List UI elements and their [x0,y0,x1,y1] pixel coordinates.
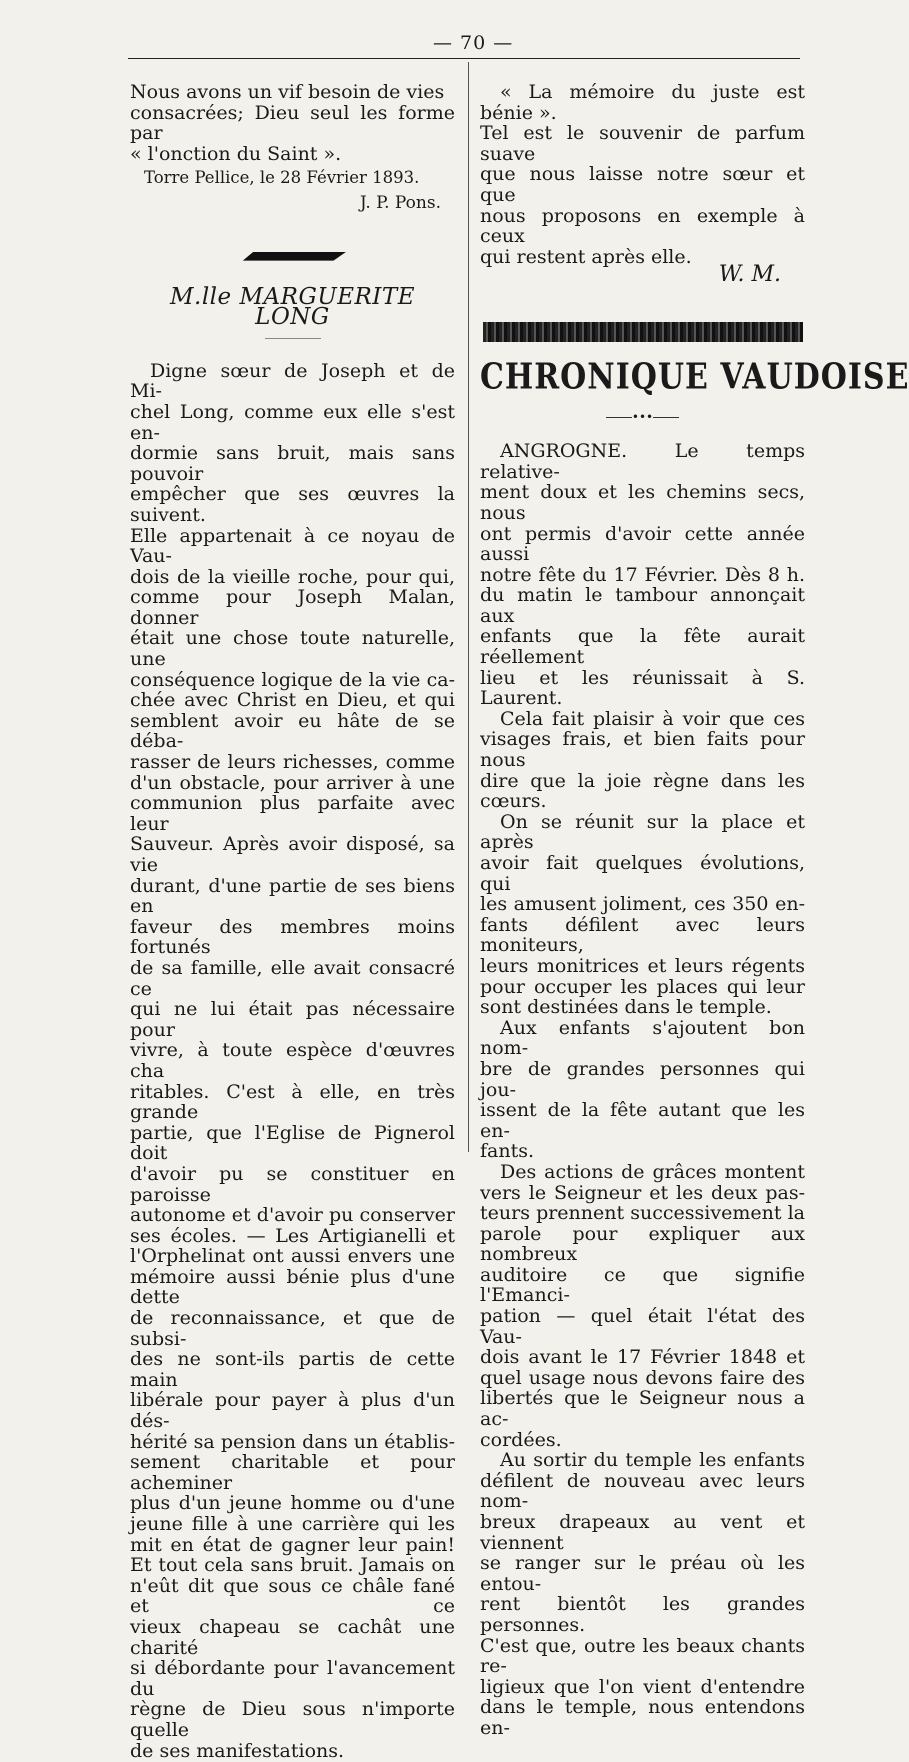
text-line: qui ne lui était pas nécessaire pour [130,998,455,1041]
text-line: de ses manifestations. [130,1739,345,1762]
text-line: « La mémoire du juste est bénie ». [480,81,805,124]
text-line: mémoire aussi bénie plus d'une dette [130,1265,455,1309]
text-line: si débordante pour l'avancement du [130,1657,455,1700]
text-line: sont destinées dans le temple. [480,996,772,1019]
text-line: dois avant le 17 Février 1848 et [480,1346,805,1369]
text-line: chée avec Christ en Dieu, et qui [130,689,455,712]
text-line: partie, que l'Eglise de Pignerol doit [130,1121,455,1165]
text-line: faveur des membres moins fortunés [130,915,455,959]
text-line: règne de Dieu sous n'importe quelle [130,1698,455,1741]
text-line: dois de la vieille roche, pour qui, [130,565,455,588]
article-body [130,361,455,1761]
paragraph [480,441,805,709]
text-line: les amusent joliment, ces 350 en- [480,893,805,916]
text-line: parole pour expliquer aux nombreux [480,1222,805,1266]
text-line: vieux chapeau se cachât une charité [130,1615,455,1659]
text-line: jeune fille à une carrière qui les [130,1513,455,1535]
place-date: Torre Pellice, le 28 Février 1893. [144,168,420,188]
text-line: auditoire ce que signifie l'Emanci- [480,1263,805,1307]
text-line: cordées. [480,1428,562,1451]
section-title: CHRONIQUE VAUDOISE [480,356,909,398]
text-line: Des actions de grâces montent [500,1160,805,1183]
text-line: d'avoir pu se constituer en paroisse [130,1162,455,1206]
text-line: n'eût dit que sous ce châle fané et ce [130,1574,455,1618]
text-line: On se réunit sur la place et après [480,810,805,854]
paragraph [480,1162,805,1450]
text-line: dormie sans bruit, mais sans pouvoir [130,442,455,485]
text-line: mit en état de gagner leur pain! [130,1533,455,1556]
text-line: lieu et les réunissait à S. Laurent. [480,666,805,710]
text-line: fants défilent avec leurs moniteurs, [480,913,805,957]
text-line: breux drapeaux au vent et viennent [480,1511,805,1554]
text-line: Sauveur. Après avoir disposé, sa vie [130,833,455,876]
text-line: se ranger sur le préau où les entou- [480,1552,805,1595]
text-line: ligieux que l'on vient d'entendre [480,1675,805,1698]
text-line: chel Long, comme eux elle s'est en- [130,400,455,444]
ornament-divider [239,252,347,261]
text-line: plus d'un jeune homme ou d'une [130,1492,455,1515]
text-line: des ne sont-ils partis de cette main [130,1348,455,1391]
text-line: comme pour Joseph Malan, donner [130,586,455,629]
signature: J. P. Pons. [359,192,441,213]
chronicle-body [480,441,805,1738]
text-line: fants. [480,1140,535,1163]
text-line: hérité sa pension dans un établis- [130,1430,455,1453]
text-line: Tel est le souvenir de parfum suave [480,122,805,165]
text-line: de reconnaissance, et que de subsi- [130,1307,455,1350]
text-line: pour occuper les places qui leur [480,975,805,998]
text-line: sement charitable et pour acheminer [130,1451,455,1494]
text-line: Et tout cela sans bruit. Jamais on [130,1554,455,1577]
ornament-band [483,322,803,342]
text-line: qui restent après elle. [480,245,692,268]
right-intro [480,82,805,267]
text-line: avoir fait quelques évolutions, qui [480,852,805,895]
text-line: notre fête du 17 Février. Dès 8 h. [480,563,805,586]
text-line: quel usage nous devons faire des [480,1366,805,1389]
article-title: M.lle MARGUERITE LONG [169,283,416,331]
text-line: vivre, à toute espèce d'œuvres cha [130,1039,455,1082]
text-line: autonome et d'avoir pu conserver [130,1204,455,1227]
text-line: Au sortir du temple les enfants [500,1449,805,1472]
text-line: C'est que, outre les beaux chants re- [480,1634,805,1678]
text-line: semblent avoir eu hâte de se déba- [130,709,455,753]
text-line: issent de la fête autant que les en- [480,1099,805,1142]
text-line: était une chose toute naturelle, une [130,627,455,671]
text-line: empêcher que ses œuvres la suivent. [130,483,455,526]
column-divider [468,62,469,1152]
text-line: « l'onction du Saint ». [130,142,342,165]
text-line: conséquence logique de la vie ca- [130,668,455,691]
text-line: ritables. C'est à elle, en très grande [130,1080,455,1124]
text-line: du matin le tambour annonçait aux [480,584,805,627]
dotted-rule: ••• [480,407,805,428]
text-line: enfants que la fête aurait réellement [480,625,805,669]
page-number: — 70 — [433,32,514,54]
text-line: ANGROGNE. Le temps relative- [480,440,805,483]
text-line: Digne sœur de Joseph et de Mi- [130,359,455,403]
text-line: rent bientôt les grandes personnes. [480,1593,805,1636]
text-line: vers le Seigneur et les deux pas- [480,1181,805,1204]
text-line: dire que la joie règne dans les [480,769,805,792]
right-column [480,81,909,1739]
text-line: libertés que le Seigneur nous a ac- [480,1387,805,1431]
text-line: libérale pour payer à plus d'un dés- [130,1389,455,1433]
text-line: durant, d'une partie de ses biens en [130,874,455,918]
left-column [130,82,455,1761]
left-intro [130,82,455,164]
text-line: visages frais, et bien faits pour nous [480,728,805,772]
text-line: teurs prennent successivement la [480,1202,805,1225]
paragraph [480,709,805,812]
text-line: communion plus parfaite avec leur [130,792,455,835]
paragraph [480,1018,805,1162]
paragraph [480,812,805,1018]
text-line: Aux enfants s'ajoutent bon nom- [480,1016,805,1060]
text-line: nous proposons en exemple à ceux [480,204,805,248]
text-line: défilent de nouveau avec leurs nom- [480,1469,805,1513]
text-line: de sa famille, elle avait consacré ce [130,956,455,1000]
text-line: consacrées; Dieu seul les forme par [130,101,455,145]
text-line: leurs monitrices et leurs régents [480,954,805,977]
paragraph [480,1450,805,1738]
text-line: cœurs. [480,790,547,813]
text-line: ment doux et les chemins secs, nous [480,481,805,524]
title-rule [265,338,321,339]
text-line: Nous avons un vif besoin de vies [130,81,445,103]
text-line: pation — quel était l'état des Vau- [480,1305,805,1348]
text-line: dans le temple, nous entendons en- [480,1696,805,1739]
signature: W. M. [718,262,781,288]
text-line: ses écoles. — Les Artigianelli et [130,1224,455,1247]
text-line: Cela fait plaisir à voir que ces [500,707,805,730]
text-line: que nous laisse notre sœur et que [480,163,805,206]
text-line: ont permis d'avoir cette année aussi [480,522,805,566]
text-line: bre de grandes personnes qui jou- [480,1057,805,1101]
text-line: rasser de leurs richesses, comme [130,751,455,774]
page-header [128,28,800,59]
text-line: Elle appartenait à ce noyau de Vau- [130,524,455,568]
text-line: d'un obstacle, pour arriver à une [130,771,455,794]
text-line: l'Orphelinat ont aussi envers une [130,1245,455,1268]
